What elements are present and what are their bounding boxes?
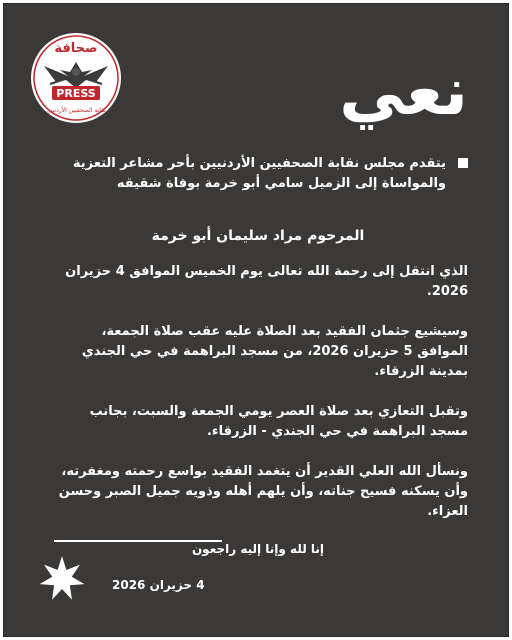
paragraph-funeral: وسيشيع جثمان الفقيد بعد الصلاة عليه عقب صلاة الجمعة، الموافق 5 حزيران 2026، من مسجد البراهمة في حي الجندي بمدينة الزرقاء. bbox=[81, 324, 468, 379]
paragraph-condolences: وتقبل التعازي بعد صلاة العصر يومي الجمعة والسبت، بجانب مسجد البراهمة في حي الجندي - الزرقاء. bbox=[89, 404, 468, 439]
logo-top-text: صحافة bbox=[54, 41, 98, 56]
headline: نعي bbox=[339, 53, 468, 130]
obituary-card bbox=[4, 4, 508, 636]
press-syndicate-logo bbox=[30, 32, 122, 124]
paragraph-passing: الذي انتقل إلى رحمة الله تعالى يوم الخميس الموافق 4 حزيران 2026. bbox=[65, 264, 468, 299]
square-bullet-icon bbox=[458, 158, 468, 168]
closing-verse: إنا لله وإنا إليه راجعون bbox=[191, 542, 325, 556]
deceased-name: المرحوم مراد سليمان أبو خرمة bbox=[151, 228, 365, 244]
notice-date: 4 حزيران 2026 bbox=[112, 578, 205, 592]
intro-paragraph bbox=[48, 154, 468, 194]
jordan-star-icon bbox=[38, 555, 86, 603]
logo-badge-text: PRESS bbox=[56, 87, 96, 100]
logo-bottom-text: نقابة الصحفيين الأردنيين bbox=[46, 107, 106, 114]
divider-line bbox=[54, 540, 222, 542]
intro-text: يتقدم مجلس نقابة الصحفيين الأردنيين بأحر مشاعر التعزية والمواساة إلى الزميل سامي أبو خرمة بوفاة شقيقه bbox=[72, 156, 446, 191]
paragraph-prayer: ونسأل الله العلي القدير أن يتغمد الفقيد بواسع رحمته ومغفرته، وأن يسكنه فسيح جناته، وأن يلهم أهله وذويه جميل الصبر وحسن العزاء. bbox=[58, 464, 468, 519]
obituary-content bbox=[48, 154, 468, 556]
